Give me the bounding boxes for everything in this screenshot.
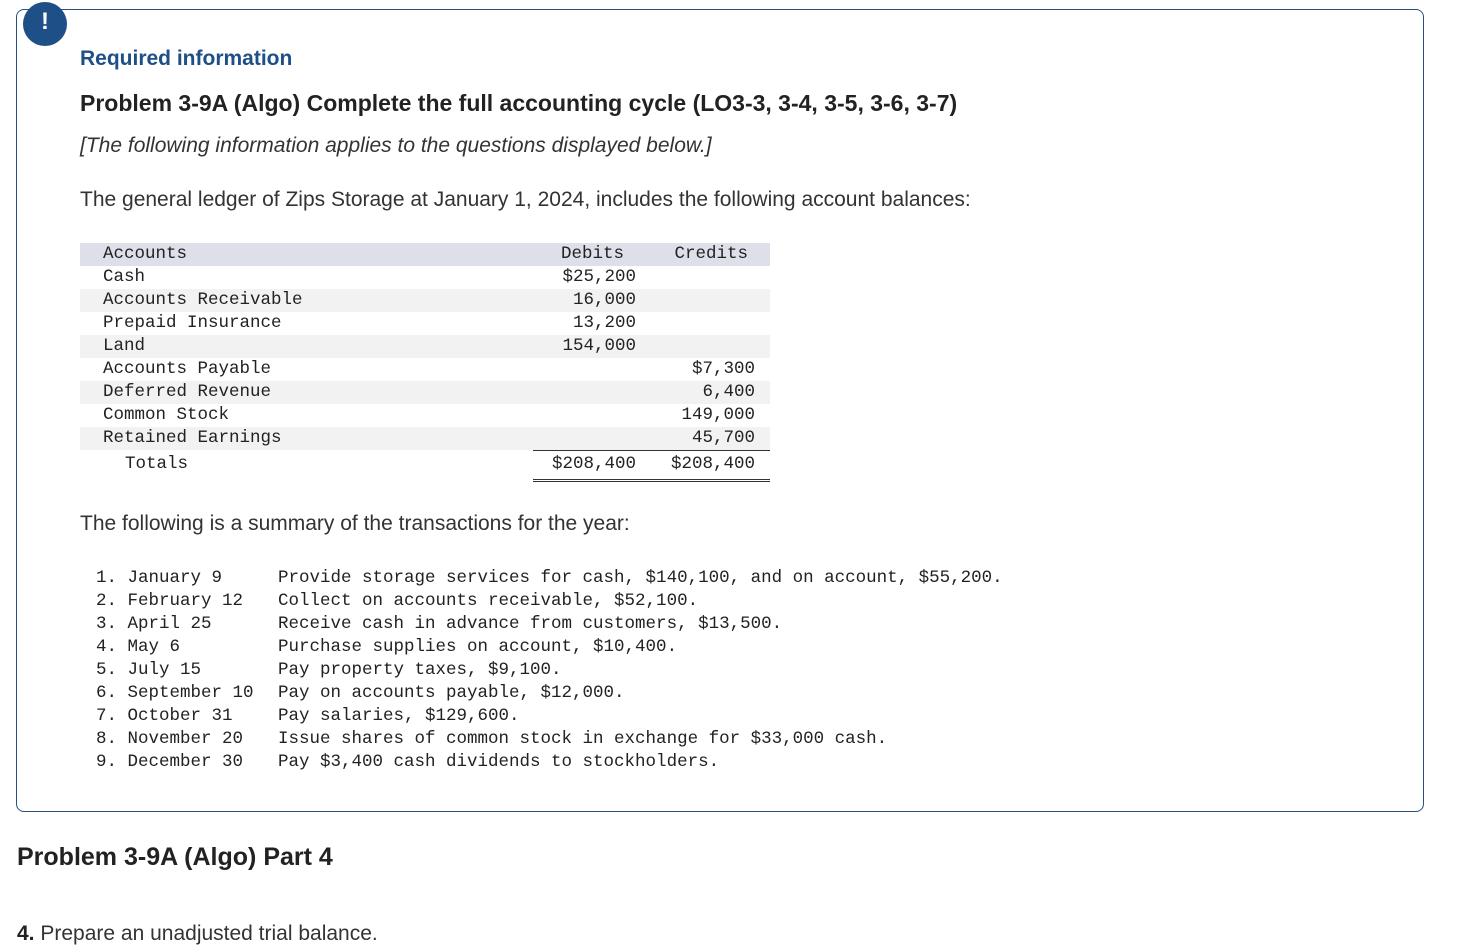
ledger-row bbox=[80, 358, 770, 381]
header-debits: Debits bbox=[560, 244, 624, 264]
account-name: Land bbox=[103, 336, 146, 356]
account-name: Common Stock bbox=[103, 405, 230, 425]
totals-credit: $208,400 bbox=[670, 454, 755, 474]
ledger-row bbox=[80, 381, 770, 404]
credit-amount: $7,300 bbox=[691, 359, 755, 379]
transactions-intro: The following is a summary of the transactions for the year: bbox=[80, 512, 630, 535]
transaction-date: 6. September 10 bbox=[96, 683, 254, 703]
problem-title: Problem 3-9A (Algo) Complete the full accounting cycle (LO3-3, 3-4, 3-5, 3-6, 3-7) bbox=[80, 90, 958, 116]
transaction-text: Collect on accounts receivable, $52,100. bbox=[278, 591, 699, 611]
account-name: Retained Earnings bbox=[103, 428, 282, 448]
transaction-date: 1. January 9 bbox=[96, 568, 223, 588]
account-name: Cash bbox=[103, 267, 146, 287]
transaction-text: Receive cash in advance from customers, $13,500. bbox=[278, 614, 783, 634]
ledger-row bbox=[80, 427, 770, 450]
transaction-item bbox=[96, 751, 1096, 774]
transaction-text: Pay salaries, $129,600. bbox=[278, 706, 520, 726]
debit-amount: 13,200 bbox=[572, 313, 636, 333]
ledger-row bbox=[80, 289, 770, 312]
part-title: Problem 3-9A (Algo) Part 4 bbox=[17, 843, 333, 871]
ledger-intro: The general ledger of Zips Storage at January 1, 2024, includes the following account balances: bbox=[80, 188, 971, 211]
info-note: [The following information applies to the questions displayed below.] bbox=[80, 134, 712, 157]
transactions-list bbox=[96, 567, 1096, 774]
transaction-item bbox=[96, 613, 1096, 636]
totals-debit: $208,400 bbox=[551, 454, 636, 474]
transaction-date: 9. December 30 bbox=[96, 752, 244, 772]
transaction-text: Pay property taxes, $9,100. bbox=[278, 660, 562, 680]
transaction-date: 7. October 31 bbox=[96, 706, 233, 726]
transaction-text: Purchase supplies on account, $10,400. bbox=[278, 637, 678, 657]
required-information-label: Required information bbox=[80, 47, 293, 70]
ledger-row bbox=[80, 335, 770, 358]
ledger-table bbox=[80, 243, 770, 479]
ledger-row bbox=[80, 404, 770, 427]
question bbox=[17, 922, 378, 946]
header-accounts: Accounts bbox=[103, 244, 188, 264]
transaction-item bbox=[96, 659, 1096, 682]
transaction-item bbox=[96, 636, 1096, 659]
debit-amount: 16,000 bbox=[572, 290, 636, 310]
transaction-item bbox=[96, 590, 1096, 613]
transaction-date: 3. April 25 bbox=[96, 614, 212, 634]
account-name: Accounts Payable bbox=[103, 359, 272, 379]
ledger-totals-row bbox=[80, 450, 770, 479]
ledger-row bbox=[80, 312, 770, 335]
transaction-date: 4. May 6 bbox=[96, 637, 181, 657]
transaction-text: Provide storage services for cash, $140,100, and on account, $55,200. bbox=[278, 568, 1003, 588]
transaction-date: 2. February 12 bbox=[96, 591, 244, 611]
question-text: Prepare an unadjusted trial balance. bbox=[40, 922, 378, 945]
transaction-date: 5. July 15 bbox=[96, 660, 202, 680]
credit-amount: 6,400 bbox=[702, 382, 755, 402]
question-number: 4. bbox=[17, 922, 35, 945]
ledger-header-row bbox=[80, 243, 770, 266]
debit-amount: $25,200 bbox=[562, 267, 636, 287]
alert-icon: ! bbox=[23, 2, 67, 46]
transaction-item bbox=[96, 728, 1096, 751]
header-credits: Credits bbox=[674, 244, 748, 264]
account-name: Deferred Revenue bbox=[103, 382, 272, 402]
transaction-item bbox=[96, 705, 1096, 728]
ledger-row bbox=[80, 266, 770, 289]
account-name: Prepaid Insurance bbox=[103, 313, 282, 333]
transaction-item bbox=[96, 682, 1096, 705]
transaction-item bbox=[96, 567, 1096, 590]
transaction-text: Issue shares of common stock in exchange for $33,000 cash. bbox=[278, 729, 888, 749]
totals-label: Totals bbox=[125, 454, 189, 474]
account-name: Accounts Receivable bbox=[103, 290, 303, 310]
transaction-date: 8. November 20 bbox=[96, 729, 244, 749]
credit-amount: 149,000 bbox=[681, 405, 755, 425]
credit-amount: 45,700 bbox=[691, 428, 755, 448]
debit-amount: 154,000 bbox=[562, 336, 636, 356]
transaction-text: Pay $3,400 cash dividends to stockholders. bbox=[278, 752, 720, 772]
total-double-rule bbox=[533, 479, 770, 482]
transaction-text: Pay on accounts payable, $12,000. bbox=[278, 683, 625, 703]
